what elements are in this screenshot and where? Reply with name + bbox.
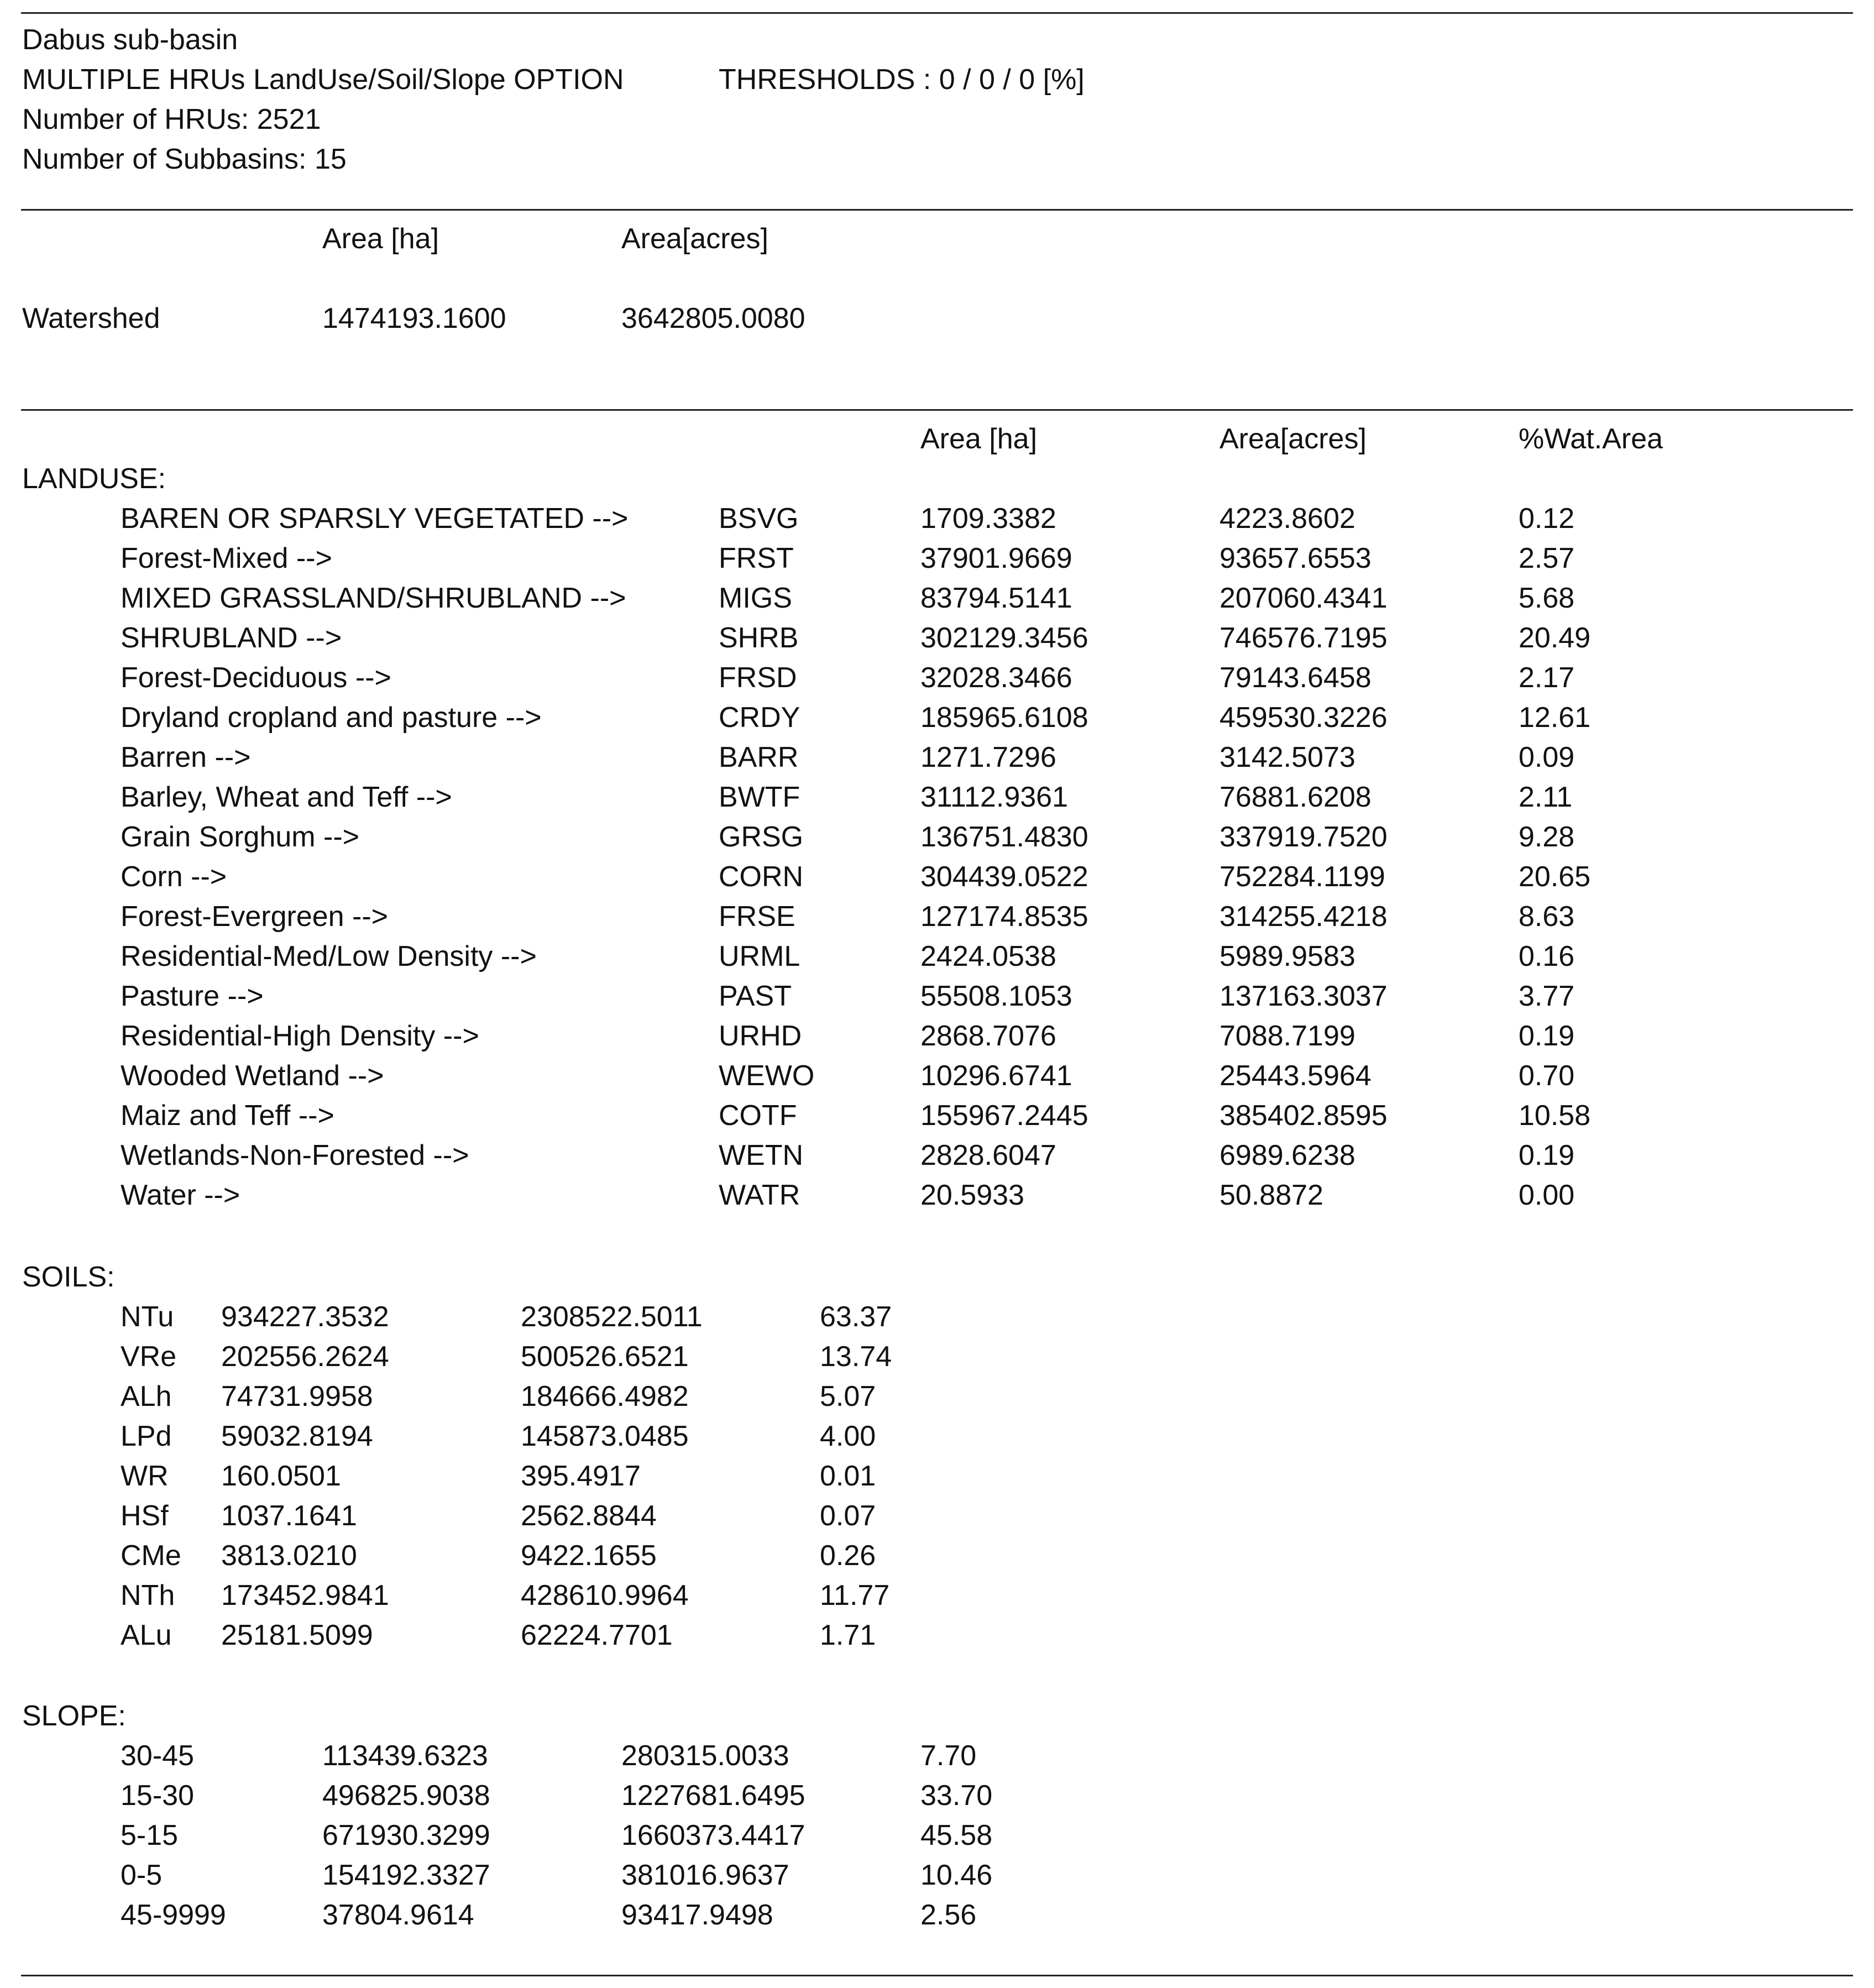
slope-pct: 45.58 [920, 1819, 993, 1851]
slope-range: 5-15 [121, 1819, 179, 1851]
watershed-area-ha: 1474193.1600 [322, 302, 506, 334]
divider-top [21, 12, 1853, 14]
landuse-code: WATR [719, 1179, 800, 1211]
landuse-name: Forest-Evergreen --> [121, 901, 389, 933]
soil-area-acres: 145873.0485 [521, 1420, 689, 1452]
landuse-pct: 0.09 [1519, 741, 1575, 773]
landuse-area-acres: 7088.7199 [1219, 1020, 1355, 1052]
soil-pct: 0.01 [820, 1460, 876, 1492]
soil-pct: 11.77 [820, 1579, 890, 1612]
soil-pct: 0.07 [820, 1500, 876, 1532]
landuse-area-acres: 746576.7195 [1219, 622, 1388, 654]
soil-code: WR [121, 1460, 169, 1492]
landuse-code: BWTF [719, 781, 800, 813]
landuse-area-ha: 136751.4830 [920, 821, 1088, 853]
soil-pct: 63.37 [820, 1301, 892, 1333]
soil-area-acres: 184666.4982 [521, 1380, 689, 1412]
landuse-name: Water --> [121, 1179, 240, 1211]
landuse-name: Forest-Deciduous --> [121, 662, 391, 694]
slope-range: 45-9999 [121, 1899, 226, 1931]
divider-bottom [21, 1975, 1853, 1976]
landuse-code: URML [719, 940, 800, 972]
soil-code: ALh [121, 1380, 172, 1412]
slope-range: 15-30 [121, 1780, 194, 1812]
soil-area-ha: 74731.9958 [221, 1380, 373, 1412]
landuse-area-acres: 137163.3037 [1219, 980, 1388, 1012]
watershed-label: Watershed [22, 302, 160, 334]
landuse-pct: 12.61 [1519, 702, 1591, 734]
landuse-area-acres: 93657.6553 [1219, 542, 1372, 574]
landuse-area-acres: 459530.3226 [1219, 702, 1388, 734]
soil-area-ha: 3813.0210 [221, 1540, 357, 1572]
soil-area-acres: 62224.7701 [521, 1619, 673, 1651]
landuse-area-acres: 6989.6238 [1219, 1139, 1355, 1171]
landuse-name: Maiz and Teff --> [121, 1100, 334, 1132]
soil-area-acres: 500526.6521 [521, 1341, 689, 1373]
soils-title: SOILS: [22, 1261, 115, 1293]
landuse-name: Residential-High Density --> [121, 1020, 479, 1052]
landuse-area-ha: 37901.9669 [920, 542, 1072, 574]
landuse-area-ha: 83794.5141 [920, 582, 1072, 614]
landuse-code: FRST [719, 542, 794, 574]
landuse-area-ha: 2828.6047 [920, 1139, 1056, 1171]
soil-area-acres: 2562.8844 [521, 1500, 657, 1532]
soil-area-acres: 2308522.5011 [521, 1301, 703, 1333]
slope-area-acres: 93417.9498 [621, 1899, 773, 1931]
landuse-code: COTF [719, 1100, 797, 1132]
landuse-area-ha: 304439.0522 [920, 861, 1088, 893]
slope-pct: 10.46 [920, 1859, 993, 1891]
landuse-title: LANDUSE: [22, 463, 166, 495]
soil-code: VRe [121, 1341, 177, 1373]
landuse-area-ha: 302129.3456 [920, 622, 1088, 654]
landuse-name: Residential-Med/Low Density --> [121, 940, 537, 972]
landuse-code: FRSE [719, 901, 795, 933]
landuse-pct: 2.11 [1519, 781, 1573, 813]
landuse-area-acres: 5989.9583 [1219, 940, 1355, 972]
landuse-pct: 20.65 [1519, 861, 1591, 893]
soil-code: CMe [121, 1540, 181, 1572]
slope-area-ha: 37804.9614 [322, 1899, 474, 1931]
landuse-area-ha: 2868.7076 [920, 1020, 1056, 1052]
slope-area-acres: 1660373.4417 [621, 1819, 805, 1851]
soil-code: HSf [121, 1500, 169, 1532]
landuse-area-ha: 2424.0538 [920, 940, 1056, 972]
landuse-name: MIXED GRASSLAND/SHRUBLAND --> [121, 582, 626, 614]
soil-area-ha: 160.0501 [221, 1460, 341, 1492]
slope-area-ha: 671930.3299 [322, 1819, 490, 1851]
soil-pct: 1.71 [820, 1619, 876, 1651]
landuse-pct: 3.77 [1519, 980, 1575, 1012]
landuse-pct: 8.63 [1519, 901, 1575, 933]
slope-area-acres: 280315.0033 [621, 1740, 789, 1772]
landuse-area-acres: 4223.8602 [1219, 503, 1355, 535]
watershed-area-acres: 3642805.0080 [621, 302, 805, 334]
landuse-name: Wetlands-Non-Forested --> [121, 1139, 469, 1171]
landuse-pct: 9.28 [1519, 821, 1575, 853]
soil-area-ha: 1037.1641 [221, 1500, 357, 1532]
thresholds: THRESHOLDS : 0 / 0 / 0 [%] [719, 64, 1085, 96]
report-title: Dabus sub-basin [22, 24, 238, 56]
landuse-area-acres: 385402.8595 [1219, 1100, 1388, 1132]
soil-code: NTh [121, 1579, 175, 1612]
divider-header [21, 209, 1853, 211]
landuse-code: BSVG [719, 503, 799, 535]
soil-area-acres: 428610.9964 [521, 1579, 689, 1612]
slope-range: 0-5 [121, 1859, 163, 1891]
landuse-pct: 0.00 [1519, 1179, 1575, 1211]
landuse-area-acres: 79143.6458 [1219, 662, 1372, 694]
slope-area-ha: 496825.9038 [322, 1780, 490, 1812]
landuse-code: PAST [719, 980, 792, 1012]
soil-pct: 4.00 [820, 1420, 876, 1452]
slope-title: SLOPE: [22, 1700, 126, 1732]
landuse-area-acres: 50.8872 [1219, 1179, 1323, 1211]
soil-code: NTu [121, 1301, 174, 1333]
soil-area-ha: 934227.3532 [221, 1301, 389, 1333]
landuse-name: Forest-Mixed --> [121, 542, 332, 574]
landuse-area-acres: 752284.1199 [1219, 861, 1385, 893]
watershed-col-ha: Area [ha] [322, 223, 439, 255]
landuse-pct: 0.70 [1519, 1060, 1575, 1092]
hru-option: MULTIPLE HRUs LandUse/Soil/Slope OPTION [22, 64, 624, 96]
slope-range: 30-45 [121, 1740, 194, 1772]
col-header-acres: Area[acres] [1219, 423, 1367, 455]
landuse-code: WETN [719, 1139, 804, 1171]
watershed-col-acres: Area[acres] [621, 223, 768, 255]
col-header-pct: %Wat.Area [1519, 423, 1663, 455]
col-header-ha: Area [ha] [920, 423, 1038, 455]
slope-pct: 33.70 [920, 1780, 993, 1812]
soil-code: ALu [121, 1619, 172, 1651]
landuse-name: Dryland cropland and pasture --> [121, 702, 542, 734]
landuse-pct: 0.16 [1519, 940, 1575, 972]
landuse-area-acres: 3142.5073 [1219, 741, 1355, 773]
landuse-code: CORN [719, 861, 804, 893]
soil-area-acres: 395.4917 [521, 1460, 641, 1492]
soil-area-ha: 173452.9841 [221, 1579, 389, 1612]
landuse-area-ha: 185965.6108 [920, 702, 1088, 734]
divider-watershed [21, 409, 1853, 411]
landuse-area-ha: 127174.8535 [920, 901, 1088, 933]
landuse-name: Grain Sorghum --> [121, 821, 360, 853]
subbasin-count: Number of Subbasins: 15 [22, 143, 347, 175]
hru-count: Number of HRUs: 2521 [22, 103, 321, 135]
landuse-code: FRSD [719, 662, 797, 694]
landuse-area-ha: 1271.7296 [920, 741, 1056, 773]
landuse-area-ha: 1709.3382 [920, 503, 1056, 535]
landuse-name: Wooded Wetland --> [121, 1060, 384, 1092]
landuse-pct: 2.17 [1519, 662, 1575, 694]
landuse-pct: 20.49 [1519, 622, 1591, 654]
landuse-code: CRDY [719, 702, 800, 734]
landuse-area-acres: 25443.5964 [1219, 1060, 1372, 1092]
soil-pct: 0.26 [820, 1540, 876, 1572]
landuse-area-acres: 337919.7520 [1219, 821, 1388, 853]
soil-area-ha: 59032.8194 [221, 1420, 373, 1452]
soil-area-acres: 9422.1655 [521, 1540, 657, 1572]
landuse-name: Pasture --> [121, 980, 264, 1012]
landuse-pct: 2.57 [1519, 542, 1575, 574]
landuse-area-acres: 76881.6208 [1219, 781, 1372, 813]
landuse-pct: 5.68 [1519, 582, 1575, 614]
landuse-area-ha: 20.5933 [920, 1179, 1024, 1211]
landuse-name: BAREN OR SPARSLY VEGETATED --> [121, 503, 629, 535]
landuse-pct: 0.19 [1519, 1139, 1575, 1171]
landuse-name: Barren --> [121, 741, 251, 773]
landuse-name: SHRUBLAND --> [121, 622, 342, 654]
slope-pct: 2.56 [920, 1899, 977, 1931]
landuse-area-ha: 31112.9361 [920, 781, 1069, 813]
landuse-name: Corn --> [121, 861, 227, 893]
soil-pct: 13.74 [820, 1341, 892, 1373]
soil-pct: 5.07 [820, 1380, 876, 1412]
soil-code: LPd [121, 1420, 172, 1452]
landuse-area-ha: 55508.1053 [920, 980, 1072, 1012]
soil-area-ha: 25181.5099 [221, 1619, 373, 1651]
landuse-code: WEWO [719, 1060, 815, 1092]
landuse-code: SHRB [719, 622, 799, 654]
landuse-code: GRSG [719, 821, 804, 853]
soil-area-ha: 202556.2624 [221, 1341, 389, 1373]
landuse-pct: 0.12 [1519, 503, 1575, 535]
landuse-pct: 0.19 [1519, 1020, 1575, 1052]
landuse-code: MIGS [719, 582, 792, 614]
slope-area-ha: 113439.6323 [322, 1740, 488, 1772]
landuse-name: Barley, Wheat and Teff --> [121, 781, 452, 813]
slope-area-acres: 1227681.6495 [621, 1780, 805, 1812]
landuse-pct: 10.58 [1519, 1100, 1591, 1132]
slope-area-ha: 154192.3327 [322, 1859, 490, 1891]
landuse-area-acres: 207060.4341 [1219, 582, 1388, 614]
landuse-code: URHD [719, 1020, 802, 1052]
landuse-area-ha: 155967.2445 [920, 1100, 1088, 1132]
landuse-area-ha: 32028.3466 [920, 662, 1072, 694]
landuse-area-acres: 314255.4218 [1219, 901, 1388, 933]
slope-area-acres: 381016.9637 [621, 1859, 789, 1891]
landuse-code: BARR [719, 741, 799, 773]
landuse-area-ha: 10296.6741 [920, 1060, 1072, 1092]
slope-pct: 7.70 [920, 1740, 977, 1772]
